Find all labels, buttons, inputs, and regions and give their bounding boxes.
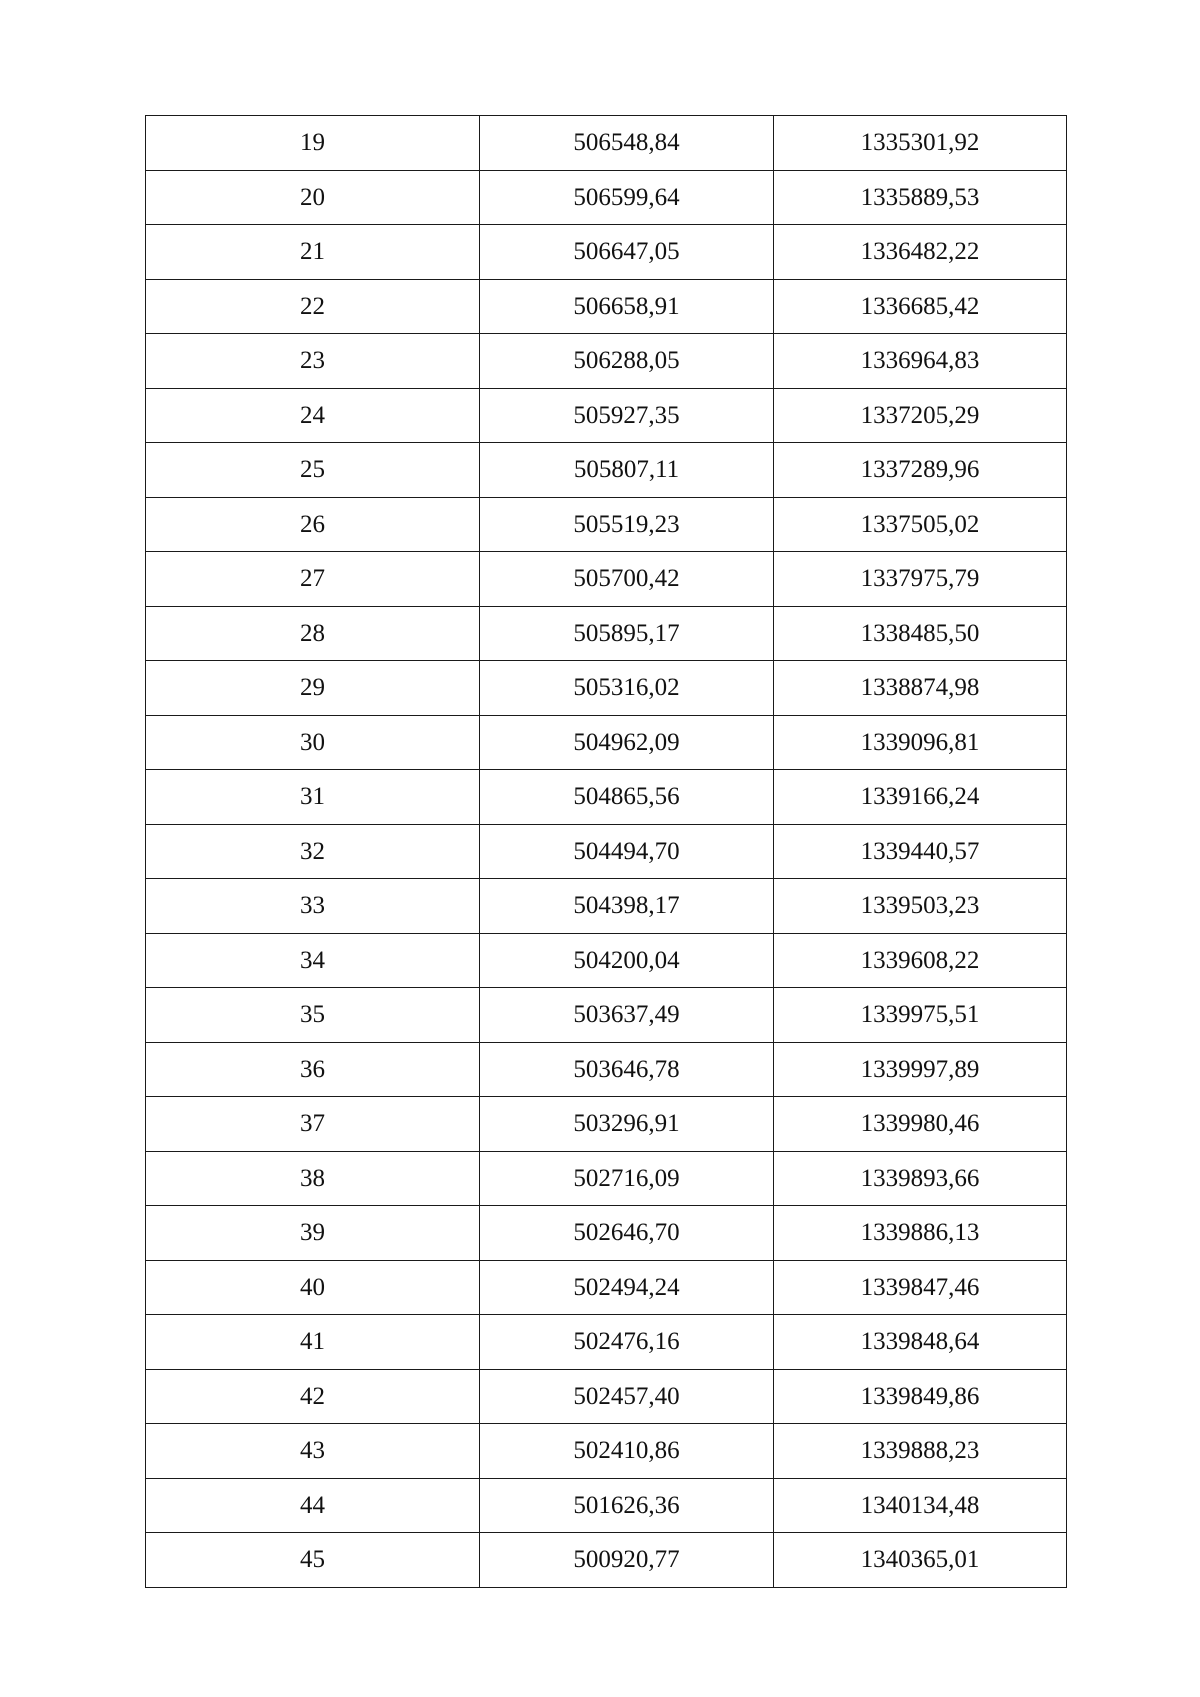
table-row xyxy=(146,988,1067,1043)
x-coordinate-cell: 503296,91 xyxy=(480,1097,774,1152)
y-coordinate-cell: 1337289,96 xyxy=(774,443,1067,498)
y-coordinate-cell: 1340365,01 xyxy=(774,1533,1067,1588)
point-number-cell: 33 xyxy=(146,879,480,934)
table-row xyxy=(146,279,1067,334)
table-row xyxy=(146,1206,1067,1261)
x-coordinate-cell: 504200,04 xyxy=(480,933,774,988)
table-row xyxy=(146,606,1067,661)
table-row xyxy=(146,170,1067,225)
y-coordinate-cell: 1339440,57 xyxy=(774,824,1067,879)
table-row xyxy=(146,715,1067,770)
point-number-cell: 38 xyxy=(146,1151,480,1206)
x-coordinate-cell: 502494,24 xyxy=(480,1260,774,1315)
point-number-cell: 21 xyxy=(146,225,480,280)
x-coordinate-cell: 506647,05 xyxy=(480,225,774,280)
x-coordinate-cell: 506548,84 xyxy=(480,116,774,171)
table-row xyxy=(146,879,1067,934)
point-number-cell: 28 xyxy=(146,606,480,661)
point-number-cell: 25 xyxy=(146,443,480,498)
x-coordinate-cell: 505519,23 xyxy=(480,497,774,552)
x-coordinate-cell: 504865,56 xyxy=(480,770,774,825)
table-row xyxy=(146,824,1067,879)
y-coordinate-cell: 1339096,81 xyxy=(774,715,1067,770)
x-coordinate-cell: 506599,64 xyxy=(480,170,774,225)
point-number-cell: 35 xyxy=(146,988,480,1043)
y-coordinate-cell: 1339608,22 xyxy=(774,933,1067,988)
x-coordinate-cell: 504398,17 xyxy=(480,879,774,934)
x-coordinate-cell: 501626,36 xyxy=(480,1478,774,1533)
y-coordinate-cell: 1339888,23 xyxy=(774,1424,1067,1479)
table-row xyxy=(146,933,1067,988)
x-coordinate-cell: 502716,09 xyxy=(480,1151,774,1206)
point-number-cell: 23 xyxy=(146,334,480,389)
y-coordinate-cell: 1336685,42 xyxy=(774,279,1067,334)
point-number-cell: 34 xyxy=(146,933,480,988)
y-coordinate-cell: 1337205,29 xyxy=(774,388,1067,443)
point-number-cell: 32 xyxy=(146,824,480,879)
point-number-cell: 42 xyxy=(146,1369,480,1424)
point-number-cell: 37 xyxy=(146,1097,480,1152)
y-coordinate-cell: 1338874,98 xyxy=(774,661,1067,716)
y-coordinate-cell: 1336964,83 xyxy=(774,334,1067,389)
table-row xyxy=(146,1042,1067,1097)
x-coordinate-cell: 500920,77 xyxy=(480,1533,774,1588)
table-row xyxy=(146,1533,1067,1588)
y-coordinate-cell: 1339847,46 xyxy=(774,1260,1067,1315)
point-number-cell: 41 xyxy=(146,1315,480,1370)
table-row xyxy=(146,770,1067,825)
point-number-cell: 27 xyxy=(146,552,480,607)
table-row xyxy=(146,661,1067,716)
y-coordinate-cell: 1335889,53 xyxy=(774,170,1067,225)
table-row xyxy=(146,1097,1067,1152)
x-coordinate-cell: 502410,86 xyxy=(480,1424,774,1479)
point-number-cell: 36 xyxy=(146,1042,480,1097)
point-number-cell: 43 xyxy=(146,1424,480,1479)
point-number-cell: 19 xyxy=(146,116,480,171)
y-coordinate-cell: 1335301,92 xyxy=(774,116,1067,171)
x-coordinate-cell: 504494,70 xyxy=(480,824,774,879)
point-number-cell: 29 xyxy=(146,661,480,716)
x-coordinate-cell: 506288,05 xyxy=(480,334,774,389)
table-row xyxy=(146,497,1067,552)
table-row xyxy=(146,552,1067,607)
y-coordinate-cell: 1339166,24 xyxy=(774,770,1067,825)
y-coordinate-cell: 1339849,86 xyxy=(774,1369,1067,1424)
x-coordinate-cell: 503646,78 xyxy=(480,1042,774,1097)
point-number-cell: 22 xyxy=(146,279,480,334)
table-row xyxy=(146,1260,1067,1315)
table-row xyxy=(146,334,1067,389)
y-coordinate-cell: 1340134,48 xyxy=(774,1478,1067,1533)
point-number-cell: 40 xyxy=(146,1260,480,1315)
table-row xyxy=(146,1369,1067,1424)
x-coordinate-cell: 503637,49 xyxy=(480,988,774,1043)
y-coordinate-cell: 1339503,23 xyxy=(774,879,1067,934)
coordinates-table-body xyxy=(146,116,1067,1588)
x-coordinate-cell: 505927,35 xyxy=(480,388,774,443)
y-coordinate-cell: 1339886,13 xyxy=(774,1206,1067,1261)
table-row xyxy=(146,1315,1067,1370)
x-coordinate-cell: 505316,02 xyxy=(480,661,774,716)
x-coordinate-cell: 502457,40 xyxy=(480,1369,774,1424)
point-number-cell: 24 xyxy=(146,388,480,443)
x-coordinate-cell: 505895,17 xyxy=(480,606,774,661)
point-number-cell: 30 xyxy=(146,715,480,770)
table-row xyxy=(146,1151,1067,1206)
point-number-cell: 39 xyxy=(146,1206,480,1261)
coordinates-table xyxy=(145,115,1067,1588)
y-coordinate-cell: 1339980,46 xyxy=(774,1097,1067,1152)
table-row xyxy=(146,388,1067,443)
x-coordinate-cell: 505807,11 xyxy=(480,443,774,498)
y-coordinate-cell: 1339975,51 xyxy=(774,988,1067,1043)
table-row xyxy=(146,116,1067,171)
point-number-cell: 26 xyxy=(146,497,480,552)
y-coordinate-cell: 1338485,50 xyxy=(774,606,1067,661)
x-coordinate-cell: 502646,70 xyxy=(480,1206,774,1261)
x-coordinate-cell: 505700,42 xyxy=(480,552,774,607)
y-coordinate-cell: 1337505,02 xyxy=(774,497,1067,552)
x-coordinate-cell: 504962,09 xyxy=(480,715,774,770)
y-coordinate-cell: 1339893,66 xyxy=(774,1151,1067,1206)
point-number-cell: 31 xyxy=(146,770,480,825)
point-number-cell: 45 xyxy=(146,1533,480,1588)
y-coordinate-cell: 1339848,64 xyxy=(774,1315,1067,1370)
y-coordinate-cell: 1339997,89 xyxy=(774,1042,1067,1097)
table-row xyxy=(146,1424,1067,1479)
table-row xyxy=(146,443,1067,498)
point-number-cell: 20 xyxy=(146,170,480,225)
point-number-cell: 44 xyxy=(146,1478,480,1533)
table-row xyxy=(146,1478,1067,1533)
x-coordinate-cell: 502476,16 xyxy=(480,1315,774,1370)
x-coordinate-cell: 506658,91 xyxy=(480,279,774,334)
y-coordinate-cell: 1337975,79 xyxy=(774,552,1067,607)
table-row xyxy=(146,225,1067,280)
y-coordinate-cell: 1336482,22 xyxy=(774,225,1067,280)
